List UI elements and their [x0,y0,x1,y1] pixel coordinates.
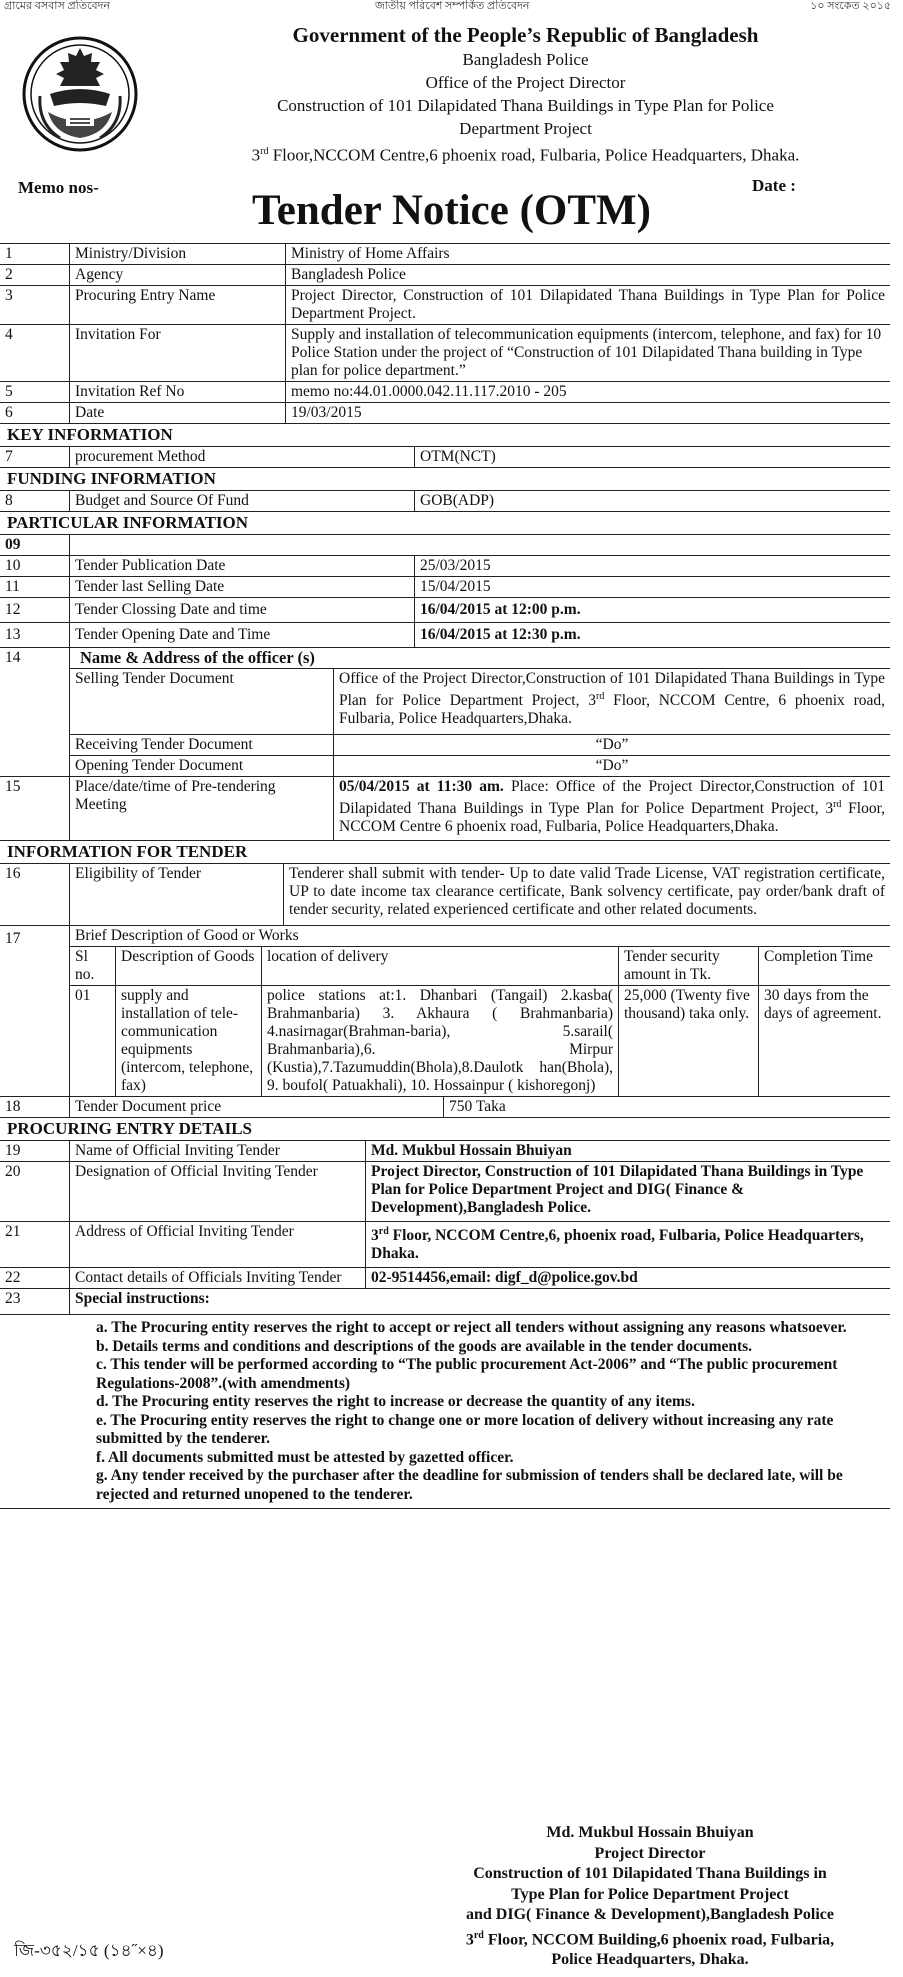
table-row: 13 Tender Opening Date and Time 16/04/2015 at 12:30 p.m. [0,623,890,648]
table-row: 2 Agency Bangladesh Police [0,265,890,286]
table-row: 8 Budget and Source Of Fund GOB(ADP) [0,491,890,512]
goods-row: 01 supply and installation of tele-communication equipments (intercom, telephone, fax) police stations at:1. Dhanbari (Tangail) 2.kasba( Brahmanbaria) 3. Akhaura ( Brahmanbaria) 4.nasirnagar(Brahman-baria), 5.sarail( Brahmanbaria),6. Mirpur (Kustia),7.Tazumuddin(Bhola),8.Daulotk han(Bhola), 9. boufol( Patuakhali), 10. Hossainpur ( kishoregonj) 25,000 (Twenty five thousand) taka only. 30 days from the days of agreement. [70,986,890,1096]
instruction-item: d. The Procuring entity reserves the right to increase or decrease the quantity of any items. [96,1393,695,1411]
table-row: 23 Special instructions: [0,1289,890,1315]
table-row: 14 Name & Address of the officer (s) Selling Tender Document Office of the Project Director,Construction of 101 Dilapidated Thana Buildings in Type Plan for Police Department Project, 3rd Floor, NCCOM Centre, 6 phoenix road, Fulbaria, Police Headquarters,Dhaka. Receiving Tender Document “Do” Opening Tender Document “Do” [0,648,890,777]
table-row: 1 Ministry/Division Ministry of Home Affairs [0,244,890,265]
government-name: Government of the People’s Republic of Bangladesh [292,23,759,47]
top-strip-right: ১০ সংকেত ২০১৫ [810,0,891,12]
project-name-line2: Department Project [459,119,592,138]
instruction-item: c. This tender will be performed according to “The public procurement Act-2006” and “The public procurement Regulations-2008”.(with amendments) [96,1356,838,1392]
table-row: 19 Name of Official Inviting Tender Md. Mukbul Hossain Bhuiyan [0,1141,890,1162]
table-row: 10 Tender Publication Date 25/03/2015 [0,556,890,577]
bangladesh-police-logo-icon [20,34,140,154]
notice-title: Tender Notice (OTM) [252,187,651,234]
footer-code: জি-৩৫২/১৫ (১৪˝×৪) [14,1941,164,1960]
instruction-item: e. The Procuring entity reserves the right to change one or more location of delivery without increasing any rate submitted by the tenderer. [96,1411,834,1448]
table-row: 4 Invitation For Supply and installation of telecommunication equipments (intercom, telephone, and fax) for 10 Police Station under the project of “Construction of 101 Dilapidated Thana building in Type plan for police department.” [0,325,890,382]
signature-block: Md. Mukbul Hossain Bhuiyan Project Director Construction of 101 Dilapidated Thana Buildings in Type Plan for Police Department Project and DIG( Finance & Development),Bangladesh Police 3rd Floor, NCCOM Building,6 phoenix road, Fulbaria, Police Headquarters, Dhaka. [430,1823,870,1971]
tender-table [0,243,890,1509]
table-row: 3 Procuring Entry Name Project Director, Construction of 101 Dilapidated Thana Buildings in Type Plan for Police Department Project. [0,286,890,325]
table-row: 20 Designation of Official Inviting Tender Project Director, Construction of 101 Dilapidated Thana Buildings in Type Plan for Police Department Project and DIG( Finance & Development),Bangladesh Police. [0,1162,890,1222]
table-row: 15 Place/date/time of Pre-tendering Meeting 05/04/2015 at 11:30 am. Place: Office of the Project Director,Construction of 101 Dilapidated Thana Buildings in Type Plan for Police Department Project, 3rd Floor, NCCOM Centre 6 phoenix road, Fulbaria, Police Headquarters,Dhaka. [0,777,890,841]
top-strip-center: জাতীয় পরিবেশ সম্পর্কিত প্রতিবেদন [375,0,530,12]
table-row: 5 Invitation Ref No memo no:44.01.0000.042.11.117.2010 - 205 [0,382,890,403]
goods-header-row: Sl no. Description of Goods location of delivery Tender security amount in Tk. Completion Time [70,947,890,986]
table-row: 17 Brief Description of Good or Works Sl no. Description of Goods location of delivery Tender security amount in Tk. Completion Time 01 supply and installation of tele-communication equipments (intercom, telephone, fax) police stations at:1. Dhanbari (Tangail) 2.kasba( Brahmanbaria) 3. Akhaura ( Brahmanbaria) 4.nasirnagar(Brahman-baria), 5.sarail( Brahmanbaria),6. Mirpur (Kustia),7.Tazumuddin(Bhola),8.Daulotk han(Bhola), 9. boufol( Patuakhali), 10. Hossainpur ( kishoregonj) 25,000 (Twenty five thousand) taka only. 30 days from the days of agreement. [0,926,890,1097]
special-instructions [0,1315,890,1509]
office-name: Office of the Project Director [425,73,626,92]
table-row: 21 Address of Official Inviting Tender 3rd Floor, NCCOM Centre,6, phoenix road, Fulbaria, Police Headquarters, Dhaka. [0,1222,890,1268]
table-row: 12 Tender Clossing Date and time 16/04/2015 at 12:00 p.m. [0,598,890,623]
table-row: 7 procurement Method OTM(NCT) [0,447,890,468]
signatory-title: Project Director [594,1844,706,1862]
project-name-line1: Construction of 101 Dilapidated Thana Buildings in Type Plan for Police [277,96,774,115]
officer-heading: Name & Address of the officer (s) [80,648,315,667]
section-heading-procuring-entry-details: PROCURING ENTRY DETAILS [0,1118,890,1141]
table-row: 18 Tender Document price 750 Taka [0,1097,890,1118]
section-heading-information-for-tender: INFORMATION FOR TENDER [0,841,890,864]
date-label: Date : [752,176,796,195]
section-heading-funding-information: FUNDING INFORMATION [0,468,890,491]
section-heading-key-information: KEY INFORMATION [0,424,890,447]
table-row: 11 Tender last Selling Date 15/04/2015 [0,577,890,598]
instruction-item: f. All documents submitted must be attested by gazetted officer. [96,1448,514,1466]
table-row: 16 Eligibility of Tender Tenderer shall submit with tender- Up to date valid Trade License, VAT registration certificate, UP to date income tax clearance certificate, Bank solvency certificate, pay order/bank draft of tender security, related experienced certificate and other related documents. [0,864,890,926]
signatory-name: Md. Mukbul Hossain Bhuiyan [546,1824,754,1841]
table-row: 22 Contact details of Officials Inviting Tender 02-9514456,email: digf_d@police.gov.bd [0,1268,890,1289]
memo-label: Memo nos- [18,178,99,197]
agency-name: Bangladesh Police [462,50,589,69]
office-address: 3rd Floor,NCCOM Centre,6 phoenix road, Fulbaria, Police Headquarters, Dhaka. [251,145,800,165]
goods-heading: Brief Description of Good or Works [75,927,299,945]
instruction-item: b. Details terms and conditions and descriptions of the goods are available in the tender documents. [96,1337,753,1355]
letterhead [168,22,883,167]
instruction-item: a. The Procuring entity reserves the right to accept or reject all tenders without assigning any reasons whatsoever. [96,1319,847,1337]
table-row: 09 [0,535,890,556]
instruction-item: g. Any tender received by the purchaser after the deadline for submission of tenders shall be declared late, will be rejected and returned unopened to the tenderer. [96,1467,843,1503]
top-strip [0,0,903,14]
top-strip-left: গ্রামের বসবাস প্রতিবেদন [4,0,110,12]
section-heading-particular-information: PARTICULAR INFORMATION [0,512,890,535]
table-row: 6 Date 19/03/2015 [0,403,890,424]
